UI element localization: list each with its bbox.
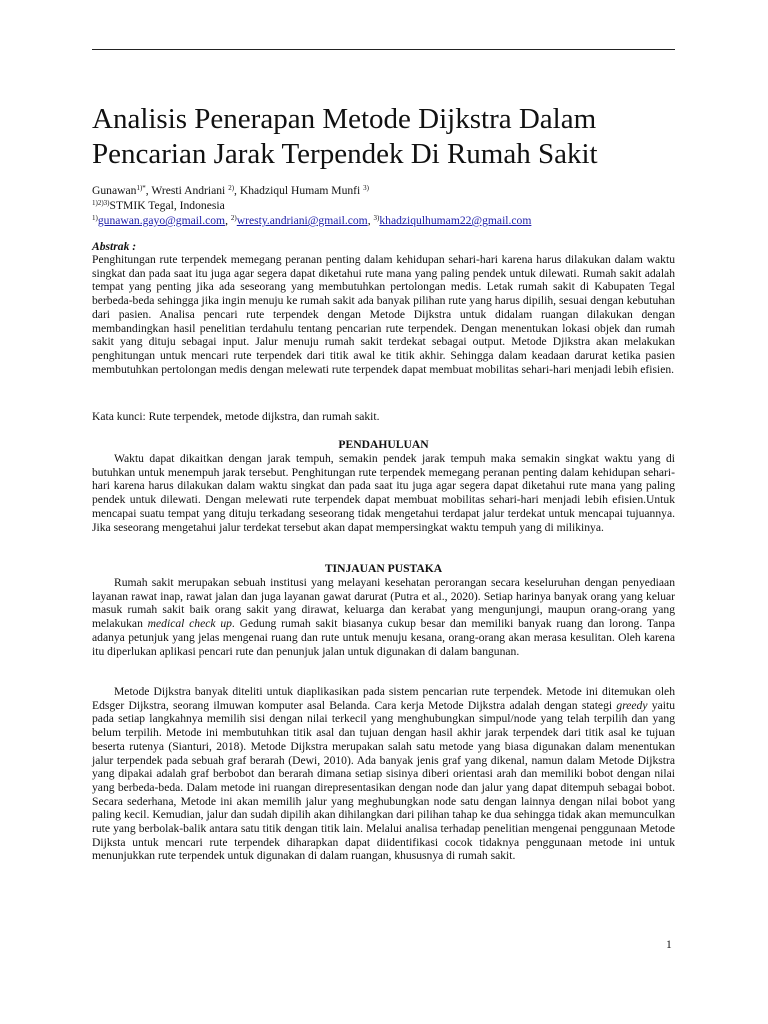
title-line-2: Pencarian Jarak Terpendek Di Rumah Sakit <box>92 138 598 170</box>
author-2-mark: 2) <box>228 184 235 192</box>
pendahuluan-body <box>92 452 675 534</box>
affiliation-mark: 1)2)3) <box>92 199 110 207</box>
paper-title <box>92 102 692 172</box>
email-separator: , <box>367 214 374 227</box>
keywords-text: Kata kunci: Rute terpendek, metode dijkstra, dan rumah sakit. <box>92 410 380 423</box>
author-1-mark: 1)* <box>136 184 146 192</box>
tinjauan-paragraph-1 <box>92 576 675 658</box>
tinjauan-p2-text <box>92 685 675 863</box>
tinjauan-paragraph-2 <box>92 685 675 863</box>
section-heading-pendahuluan: PENDAHULUAN <box>338 438 429 451</box>
email-list <box>92 213 692 228</box>
email-3-mark: 3) <box>373 214 380 222</box>
email-link-1[interactable]: gunawan.gayo@gmail.com <box>97 214 226 227</box>
tinjauan-p2-part: yaitu pada setiap langkahnya memilih sisi dengan nilai terkecil yang menghubungkan simpul/node yang telah terpilih dan yang belum terpilih. Metode ini membutuhkan titik asal dan tujuan dengan hasil akhir jarak terpendek dari titik asal ke tujuan beserta rutenya (Sianturi, 2018). Metode Dijkstra merupakan salah satu metode yang biasa digunakan dalam menentukan jalur terpendek pada sebuah graf berarah (Dewi, 2010). Ada banyak jenis graf yang dikenal, namun dalam Metode Dijkstra yang dipakai adalah graf berbobot dan berarah dimana setiap sisinya diberi orientasi arah dan memiliki bobot dengan nilai yang berbeda-beda. Dalam metode ini ruangan direpresentasikan dengan node dan jalur yang dapat ditempuh sebagai bobot. Secara sederhana, Metode ini akan memilih jalur yang meghubungkan node satu dengan lainnya dengan nilai bobot yang paling kecil. Kemudian, jalur dan sudah dipilih akan dihilangkan dari pilihan tahap ke dua sehingga tidak akan memunculkan rute yang berbolak-balik antara satu titik dengan titik lain. Melalui analisa terhadap penelitian mengenai penggunaan Metode Dijksta untuk mencari rute terpendek diharapkan dapat diidentifikasi cocok tidaknya penggunaan metode ini untuk menunjukkan rute terpendek untuk digunakan di dalam ruangan, khususnya di rumah sakit. <box>92 698 675 863</box>
tinjauan-p2-emphasis: greedy <box>616 698 648 712</box>
email-link-3[interactable]: khadziqulhumam22@gmail.com <box>379 214 532 227</box>
author-list <box>92 183 692 198</box>
tinjauan-p1-part: Rumah sakit merupakan sebuah institusi yang melayani kesehatan perorangan secara keseluruhan dengan penyediaan layanan rawat inap, rawat jalan dan juga layanan gawat darurat (Putra et al., 2020). Setiap harinya banyak orang yang keluar masuk rumah sakit baik orang sakit yang dirawat, keluarga dan kerabat yang mengunjungi, maupun orang-orang yang melakukan <box>92 576 675 631</box>
section-heading-tinjauan-pustaka: TINJAUAN PUSTAKA <box>324 562 443 575</box>
email-2-mark: 2) <box>230 214 237 222</box>
author-1: Gunawan <box>92 184 137 197</box>
header-rule <box>92 49 675 50</box>
abstract-body <box>92 253 675 376</box>
affiliation-text: STMIK Tegal, Indonesia <box>109 199 225 212</box>
title-line-1: Analisis Penerapan Metode Dijkstra Dalam <box>92 103 597 135</box>
tinjauan-p1-part: . Gedung rumah sakit biasanya cukup besar dan memiliki banyak ruang dan lorong. Tanpa adanya petunjuk yang jelas mengenai ruang dan rute untuk menuju kesana, orang-orang akan merasa kesulitan. Oleh karena itu diperlukan aplikasi pencari rute dan penunjuk jalan untuk digunakan di dalam bangunan. <box>92 617 675 658</box>
abstract-label: Abstrak : <box>92 240 137 253</box>
pendahuluan-paragraph: Waktu dapat dikaitkan dengan jarak tempuh, semakin pendek jarak tempuh maka semakin singkat waktu yang di butuhkan untuk menempuh jarak tersebut. Penghitungan rute terpendek memegang peranan penting dalam kehidupan sehari-hari karena harus dilakukan dalam waktu singkat dan pada saat itu juga agar segera dapat diketahui rute mana yang paling pendek untuk dilewati. Dengan melewati rute terpendek dapat membuat mobilitas sehari-hari menjadi lebih efisien.Untuk mencapai suatu tempat yang dituju terkadang seseorang tidak mengetahui terdapat jalur terdekat untuk mencapai tujuannya. Jika seseorang mengetahui jalur terdekat tersebut akan dapat mempersingkat waktu tempuh yang di milikinya. <box>92 452 675 534</box>
keywords <box>92 410 675 424</box>
email-separator: , <box>225 214 231 227</box>
author-3-mark: 3) <box>363 184 369 192</box>
author-2: , Wresti Andriani <box>145 184 229 197</box>
email-1-mark: 1) <box>92 214 98 222</box>
author-block <box>92 183 692 228</box>
abstract-text: Penghitungan rute terpendek memegang peranan penting dalam kehidupan sehari-hari karena harus dilakukan dalam waktu singkat dan pada saat itu juga agar segera dapat diketahui rute mana yang paling pendek untuk dilewati. Rumah sakit adalah tempat yang penting jika ada seseorang yang membutuhkan pertolongan medis. Letak rumah sakit di Kabupaten Tegal berbeda-beda sehingga jika ingin menuju ke rumah sakit ada banyak pilihan rute yang harus dipilih, sesuai dengan kebutuhan dari pasien. Analisa pencari rute terpendek dengan Metode Dijkstra untuk didalam ruangan dilakukan dengan membandingkan hasil penelitian terdahulu tentang pencarian rute terpendek. Dengan menentukan lokasi objek dan rumah sakit yang dituju sebagai input. Jalur menuju rumah sakit terdekat sebagai output. Metode Djikstra akan melakukan penghitungan untuk mencari rute terpendek dari titik awal ke titik akhir. Sehingga dalam keadaan darurat ketika pasien membutuhkan pertolongan medis dengan melewati rute terpendek dapat membuat mobilitas sehari-hari menjadi lebih efisien. <box>92 253 675 376</box>
tinjauan-p2-part: Metode Dijkstra banyak diteliti untuk diaplikasikan pada sistem pencarian rute terpendek. Metode ini ditemukan oleh Edsger Dijkstra, seorang ilmuwan komputer asal Belanda. Cara kerja Metode Dijkstra adalah dengan stategi <box>92 685 675 712</box>
page-number: 1 <box>666 938 672 951</box>
email-link-2[interactable]: wresty.andriani@gmail.com <box>236 214 368 227</box>
tinjauan-p1-text <box>92 576 675 658</box>
author-3: , Khadziqul Humam Munfi <box>234 184 364 197</box>
tinjauan-p1-emphasis: medical check up <box>147 617 232 631</box>
affiliation <box>92 198 692 213</box>
